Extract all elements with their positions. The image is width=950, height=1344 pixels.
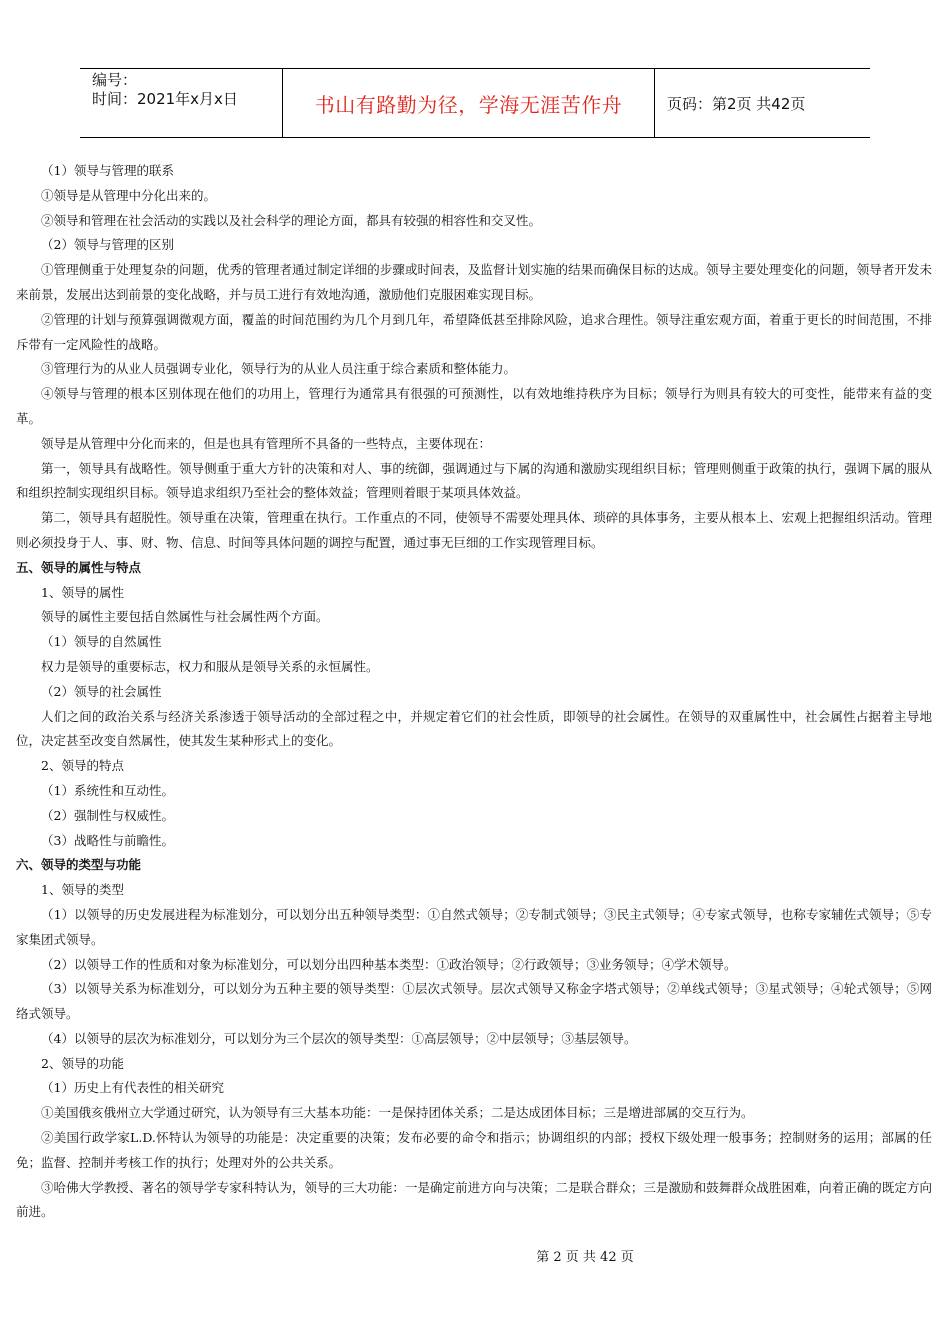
document-body <box>16 159 932 1225</box>
paragraph: ④领导与管理的根本区别体现在他们的功用上，管理行为通常具有很强的可预测性，以有效地维持秩序为目标；领导行为则具有较大的可变性，能带来有益的变革。 <box>16 386 932 426</box>
paragraph: 2、领导的特点 <box>41 758 124 774</box>
paragraph: 领导是从管理中分化而来的，但是也具有管理所不具备的一些特点，主要体现在： <box>41 435 492 451</box>
paragraph: 第二，领导具有超脱性。领导重在决策，管理重在执行。工作重点的不同，使领导不需要处理具体、琐碎的具体事务，主要从根本上、宏观上把握组织活动。管理则必须投身于人、事、财、物、信息、时间等具体问题的调控与配置，通过事无巨细的工作实现管理目标。 <box>16 510 932 550</box>
paragraph: （1）系统性和互动性。 <box>41 782 174 798</box>
page-header <box>80 68 870 138</box>
paragraph: （1）领导与管理的联系 <box>41 163 174 178</box>
paragraph: （3）以领导关系为标准划分，可以划分为五种主要的领导类型：①层次式领导。层次式领导又称金字塔式领导；②单线式领导；③星式领导；④轮式领导；⑤网络式领导。 <box>16 981 932 1022</box>
paragraph: ②领导和管理在社会活动的实践以及社会科学的理论方面，都具有较强的相容性和交叉性。 <box>41 212 542 228</box>
paragraph: ①领导是从管理中分化出来的。 <box>41 187 217 203</box>
paragraph: （1）领导的自然属性 <box>41 634 162 650</box>
paragraph: （2）领导与管理的区别 <box>41 237 174 253</box>
paragraph: （3）战略性与前瞻性。 <box>41 832 174 848</box>
paragraph: （2）强制性与权威性。 <box>41 807 174 823</box>
paragraph: （2）以领导工作的性质和对象为标准划分，可以划分出四种基本类型：①政治领导；②行政领导；③业务领导；④学术领导。 <box>41 956 737 972</box>
section-heading: 六、领导的类型与功能 <box>16 857 142 873</box>
paragraph: 领导的属性主要包括自然属性与社会属性两个方面。 <box>41 609 329 625</box>
paragraph: ①管理侧重于处理复杂的问题，优秀的管理者通过制定详细的步骤或时间表，及监督计划实施的结果而确保目标的达成。领导主要处理变化的问题，领导者开发未来前景，发展出达到前景的变化战略，并与员工进行有效地沟通，激励他们克服困难实现目标。 <box>16 262 932 302</box>
paragraph: ②美国行政学家L.D.怀特认为领导的功能是：决定重要的决策；发布必要的命令和指示；协调组织的内部；授权下级处理一般事务；控制财务的运用；部属的任免；监督、控制并考核工作的执行；处理对外的公共关系。 <box>16 1130 932 1170</box>
motto: 书山有路勤为径，学海无涯苦作舟 <box>283 69 655 137</box>
number-label: 编号： <box>92 71 138 89</box>
paragraph: （4）以领导的层次为标准划分，可以划分为三个层次的领导类型：①高层领导；②中层领导；③基层领导。 <box>41 1030 637 1046</box>
paragraph: ①美国俄亥俄州立大学通过研究，认为领导有三大基本功能：一是保持团体关系；二是达成团体目标；三是增进部属的交互行为。 <box>41 1105 754 1121</box>
section-heading: 五、领导的属性与特点 <box>16 559 142 575</box>
paragraph: 人们之间的政治关系与经济关系渗透于领导活动的全部过程之中，并规定着它们的社会性质，即领导的社会属性。在领导的双重属性中，社会属性占据着主导地位，决定甚至改变自然属性，使其发生某种形式上的变化。 <box>16 708 932 749</box>
footer-page-number: 第 2 页 共 42 页 <box>536 1250 634 1265</box>
paragraph: （1）以领导的历史发展进程为标准划分，可以划分出五种领导类型：①自然式领导；②专制式领导；③民主式领导；④专家式领导，也称专家辅佐式领导；⑤专家集团式领导。 <box>16 906 932 947</box>
paragraph: ③哈佛大学教授、著名的领导学专家科特认为，领导的三大功能：一是确定前进方向与决策；二是联合群众；三是激励和鼓舞群众战胜困难，向着正确的既定方向前进。 <box>16 1179 932 1220</box>
page-label: 页码：第2页 共42页 <box>667 94 806 113</box>
paragraph: （1）历史上有代表性的相关研究 <box>41 1080 224 1096</box>
paragraph: 权力是领导的重要标志，权力和服从是领导关系的永恒属性。 <box>41 658 379 674</box>
paragraph: 第一，领导具有战略性。领导侧重于重大方针的决策和对人、事的统御，强调通过与下属的沟通和激励实现组织目标；管理则侧重于政策的执行，强调下属的服从和组织控制实现组织目标。领导追求组织乃至社会的整体效益；管理则着眼于某项具体效益。 <box>16 460 932 501</box>
paragraph: （2）领导的社会属性 <box>41 683 162 699</box>
header-meta <box>80 69 283 137</box>
paragraph: ③管理行为的从业人员强调专业化，领导行为的从业人员注重于综合素质和整体能力。 <box>41 361 517 377</box>
paragraph: 2、领导的功能 <box>41 1055 124 1071</box>
paragraph: ②管理的计划与预算强调微观方面，覆盖的时间范围约为几个月到几年，希望降低甚至排除风险，追求合理性。领导注重宏观方面，着重于更长的时间范围，不排斥带有一定风险性的战略。 <box>16 311 932 352</box>
page-footer <box>0 1246 950 1265</box>
paragraph: 1、领导的属性 <box>41 584 124 600</box>
time-label: 时间：2021年x月x日 <box>92 90 238 108</box>
paragraph: 1、领导的类型 <box>41 882 124 898</box>
